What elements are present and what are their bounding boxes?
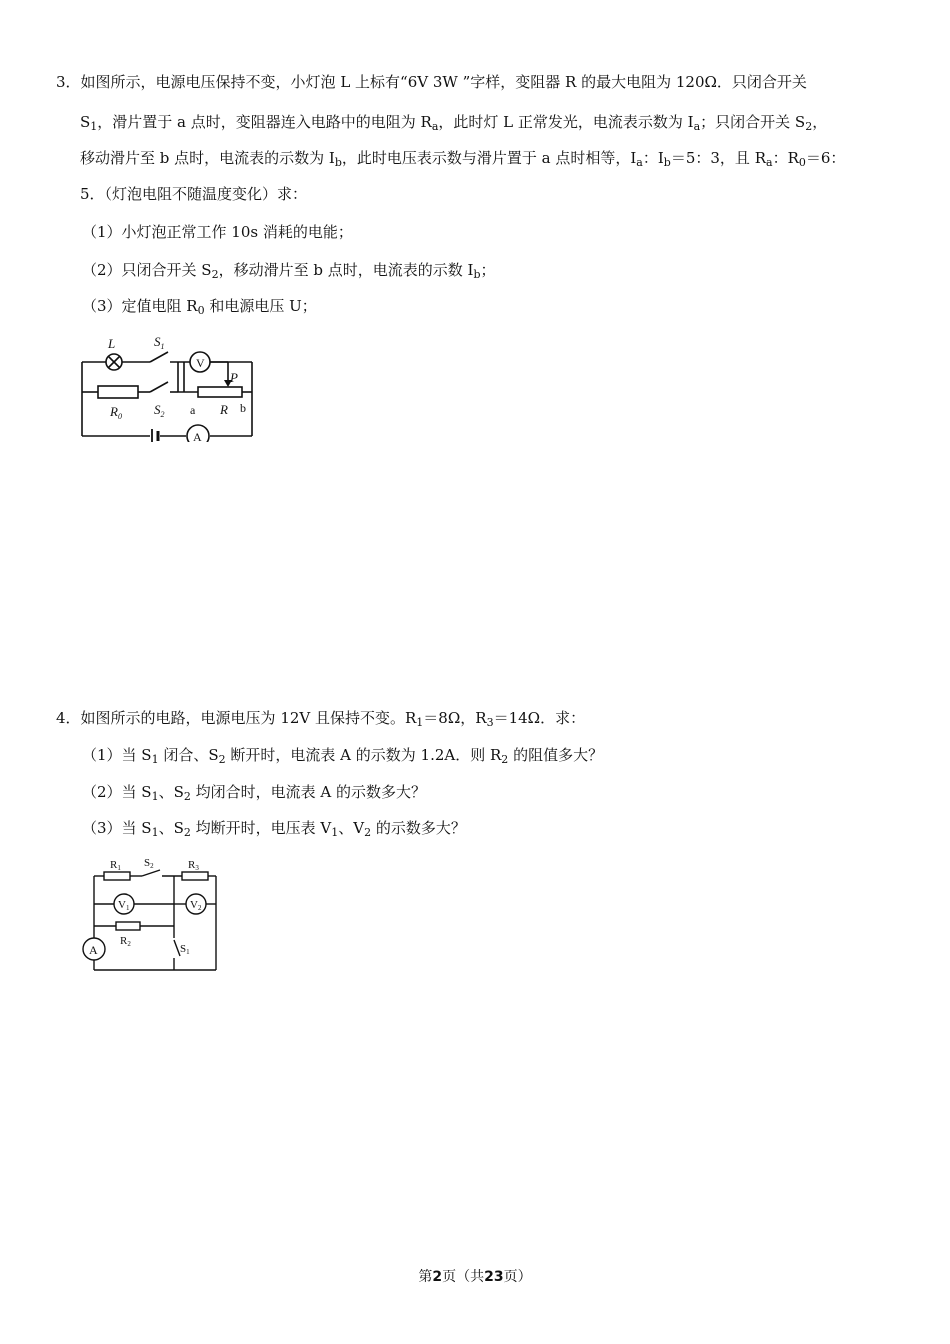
ammeter-label: A <box>89 943 98 957</box>
q3-line4: 5．（灯泡电阻不随温度变化）求： <box>80 185 308 203</box>
rheostat-label: R <box>220 402 228 417</box>
q3-line3: 移动滑片至 b 点时，电流表的示数为 $I_b$，此时电压表示数与滑片置于 a 点时相等，$I_a$：$I_b=5$：3，且 $R_a$：$R_0=6$： <box>80 149 846 169</box>
r0-resistor <box>98 386 138 398</box>
rheostat-symbol <box>198 387 242 397</box>
ammeter-label: A <box>193 430 202 442</box>
q4-sub1: （1）当 $S_1$ 闭合、$S_2$ 断开时，电流表 A 的示数为 1.2A．则 $R_2$ 的阻值多大？ <box>82 746 604 766</box>
q4-circuit-diagram <box>78 854 226 976</box>
r3-label: R3 <box>188 859 199 872</box>
r1-label: R1 <box>110 859 121 872</box>
r3-resistor <box>182 872 208 880</box>
v1-label: V1 <box>118 899 130 912</box>
q4-sub2: （2）当 $S_1$、$S_2$ 均闭合时，电流表 A 的示数多大？ <box>82 783 427 803</box>
page-footer: 第2页（共23页） <box>418 1269 532 1285</box>
s1-label: S1 <box>180 943 190 956</box>
q3-sub1: （1）小灯泡正常工作 10s 消耗的电能； <box>82 223 353 241</box>
q4-sub3: （3）当 $S_1$、$S_2$ 均断开时，电压表 $V_1$、$V_2$ 的示数多大？ <box>82 819 466 839</box>
slider-label: P <box>230 370 238 385</box>
q3-sub2: （2）只闭合开关 $S_2$，移动滑片至 b 点时，电流表的示数 $I_b$； <box>82 261 496 281</box>
q3-line2: $S_1$，滑片置于 a 点时，变阻器连入电路中的电阻为 $R_a$，此时灯 L 正常发光，电流表示数为 $I_a$；只闭合开关 $S_2$， <box>80 113 828 133</box>
lamp-label: L <box>108 336 116 351</box>
s2-label: S2 <box>144 857 154 870</box>
q4-line1: 4．如图所示的电路，电源电压为 12V 且保持不变。$R_1=8\Omega$，$R_3=14\Omega$．求： <box>56 709 586 729</box>
q3-circuit-diagram <box>78 330 260 442</box>
r0-label: $R_0$ <box>110 404 122 421</box>
s1-label: $S_1$ <box>154 334 165 351</box>
s2-label: $S_2$ <box>154 402 165 419</box>
r2-resistor <box>116 922 140 930</box>
r1-resistor <box>104 872 130 880</box>
point-a-label: a <box>190 403 196 417</box>
voltmeter-label: V <box>196 356 205 370</box>
q3-line1: 3．如图所示，电源电压保持不变，小灯泡 L 上标有“6V 3W ”字样，变阻器 R 的最大电阻为 120Ω．只闭合开关 <box>56 73 807 91</box>
q3-sub3: （3）定值电阻 $R_0$ 和电源电压 U； <box>82 297 317 317</box>
r2-label: R2 <box>120 935 131 948</box>
v2-label: V2 <box>190 899 202 912</box>
point-b-label: b <box>240 401 246 415</box>
